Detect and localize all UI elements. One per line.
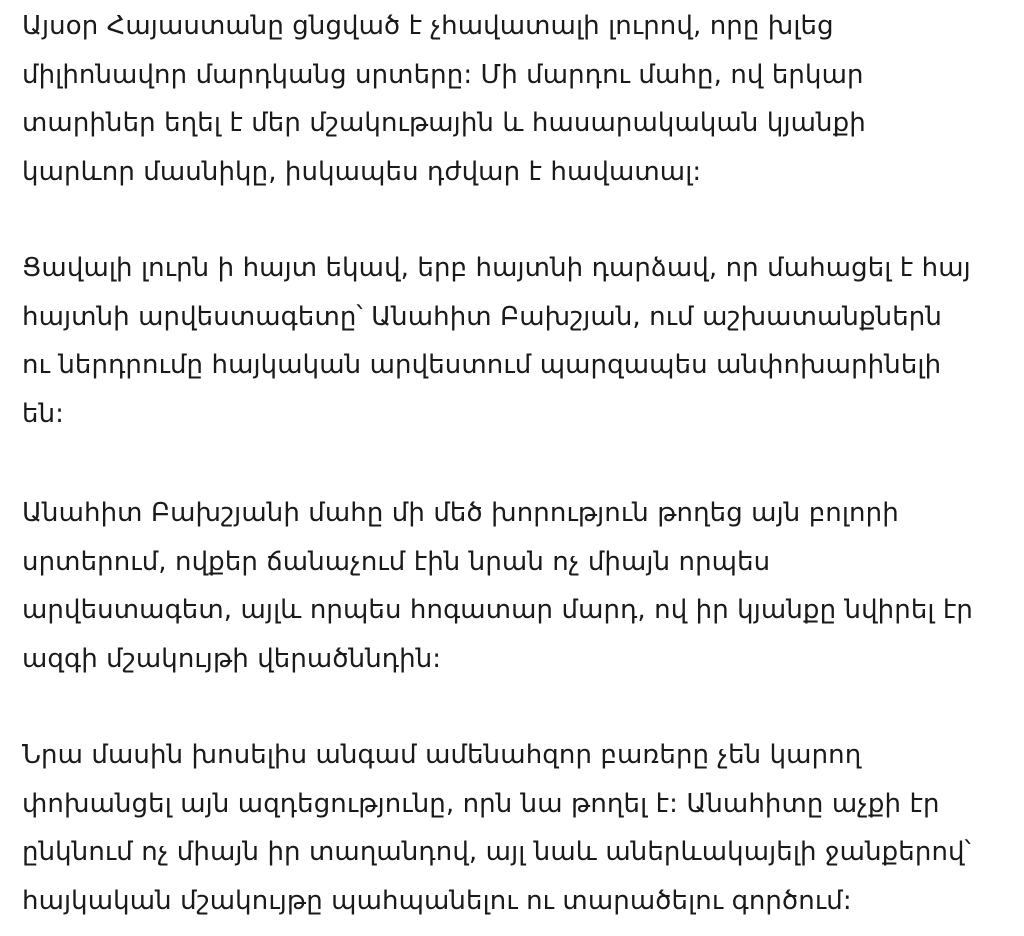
text-line: Ցավալի լուրն ի հայտ եկավ, երբ հայտնի դարձավ, որ մահացել է հայ xyxy=(22,253,971,283)
text-line: են: xyxy=(22,398,65,429)
text-line: հայտնի արվեստագետը՝ Անահիտ Բախշյան, ում աշխատանքներն xyxy=(22,301,942,332)
text-line: ընկնում ոչ միայն իր տաղանդով, այլ նաև աներևակայելի ջանքերով՝ xyxy=(22,837,971,867)
text-line: Այսօր Հայաստանը ցնցված է չհավատալի լուրով, որը խլեց xyxy=(22,11,834,41)
text-line: ու ներդրումը հայկական արվեստում պարզապես անփոխարինելի xyxy=(22,350,942,380)
paragraph-1 xyxy=(22,2,984,196)
text-line: տարիներ եղել է մեր մշակութային և հասարակական կյանքի xyxy=(22,108,866,138)
text-line: արվեստագետ, այլև որպես հոգատար մարդ, ով իր կյանքը նվիրել էր xyxy=(22,595,973,625)
text-line: Նրա մասին խոսելիս անգամ ամենաhզոր բառերը չեն կարող xyxy=(22,740,862,770)
text-line: կարևոր մասնիկը, իսկապես դժվար է հավատալ: xyxy=(22,156,702,187)
text-line: ազգի մշակույթի վերածննդին: xyxy=(22,643,442,674)
text-line: փոխանցել այն ազդեցությունը, որն նա թողել է: Անահիտը աչքի էր xyxy=(22,788,940,819)
text-line: միլիոնավոր մարդկանց սրտերը: Մի մարդու մահը, ով երկար xyxy=(22,59,864,90)
text-line: Անահիտ Բախշյանի մահը մի մեծ խորություն թողեց այն բոլորի xyxy=(22,498,899,528)
text-line: հայկական մշակույթը պահպանելու ու տարածելու գործում: xyxy=(22,885,852,916)
text-line: սրտերում, ովքեր ճանաչում էին նրան ոչ միայն որպես xyxy=(22,546,771,577)
paragraph-2 xyxy=(22,244,984,438)
paragraph-3 xyxy=(22,489,984,683)
paragraph-4 xyxy=(22,731,984,925)
